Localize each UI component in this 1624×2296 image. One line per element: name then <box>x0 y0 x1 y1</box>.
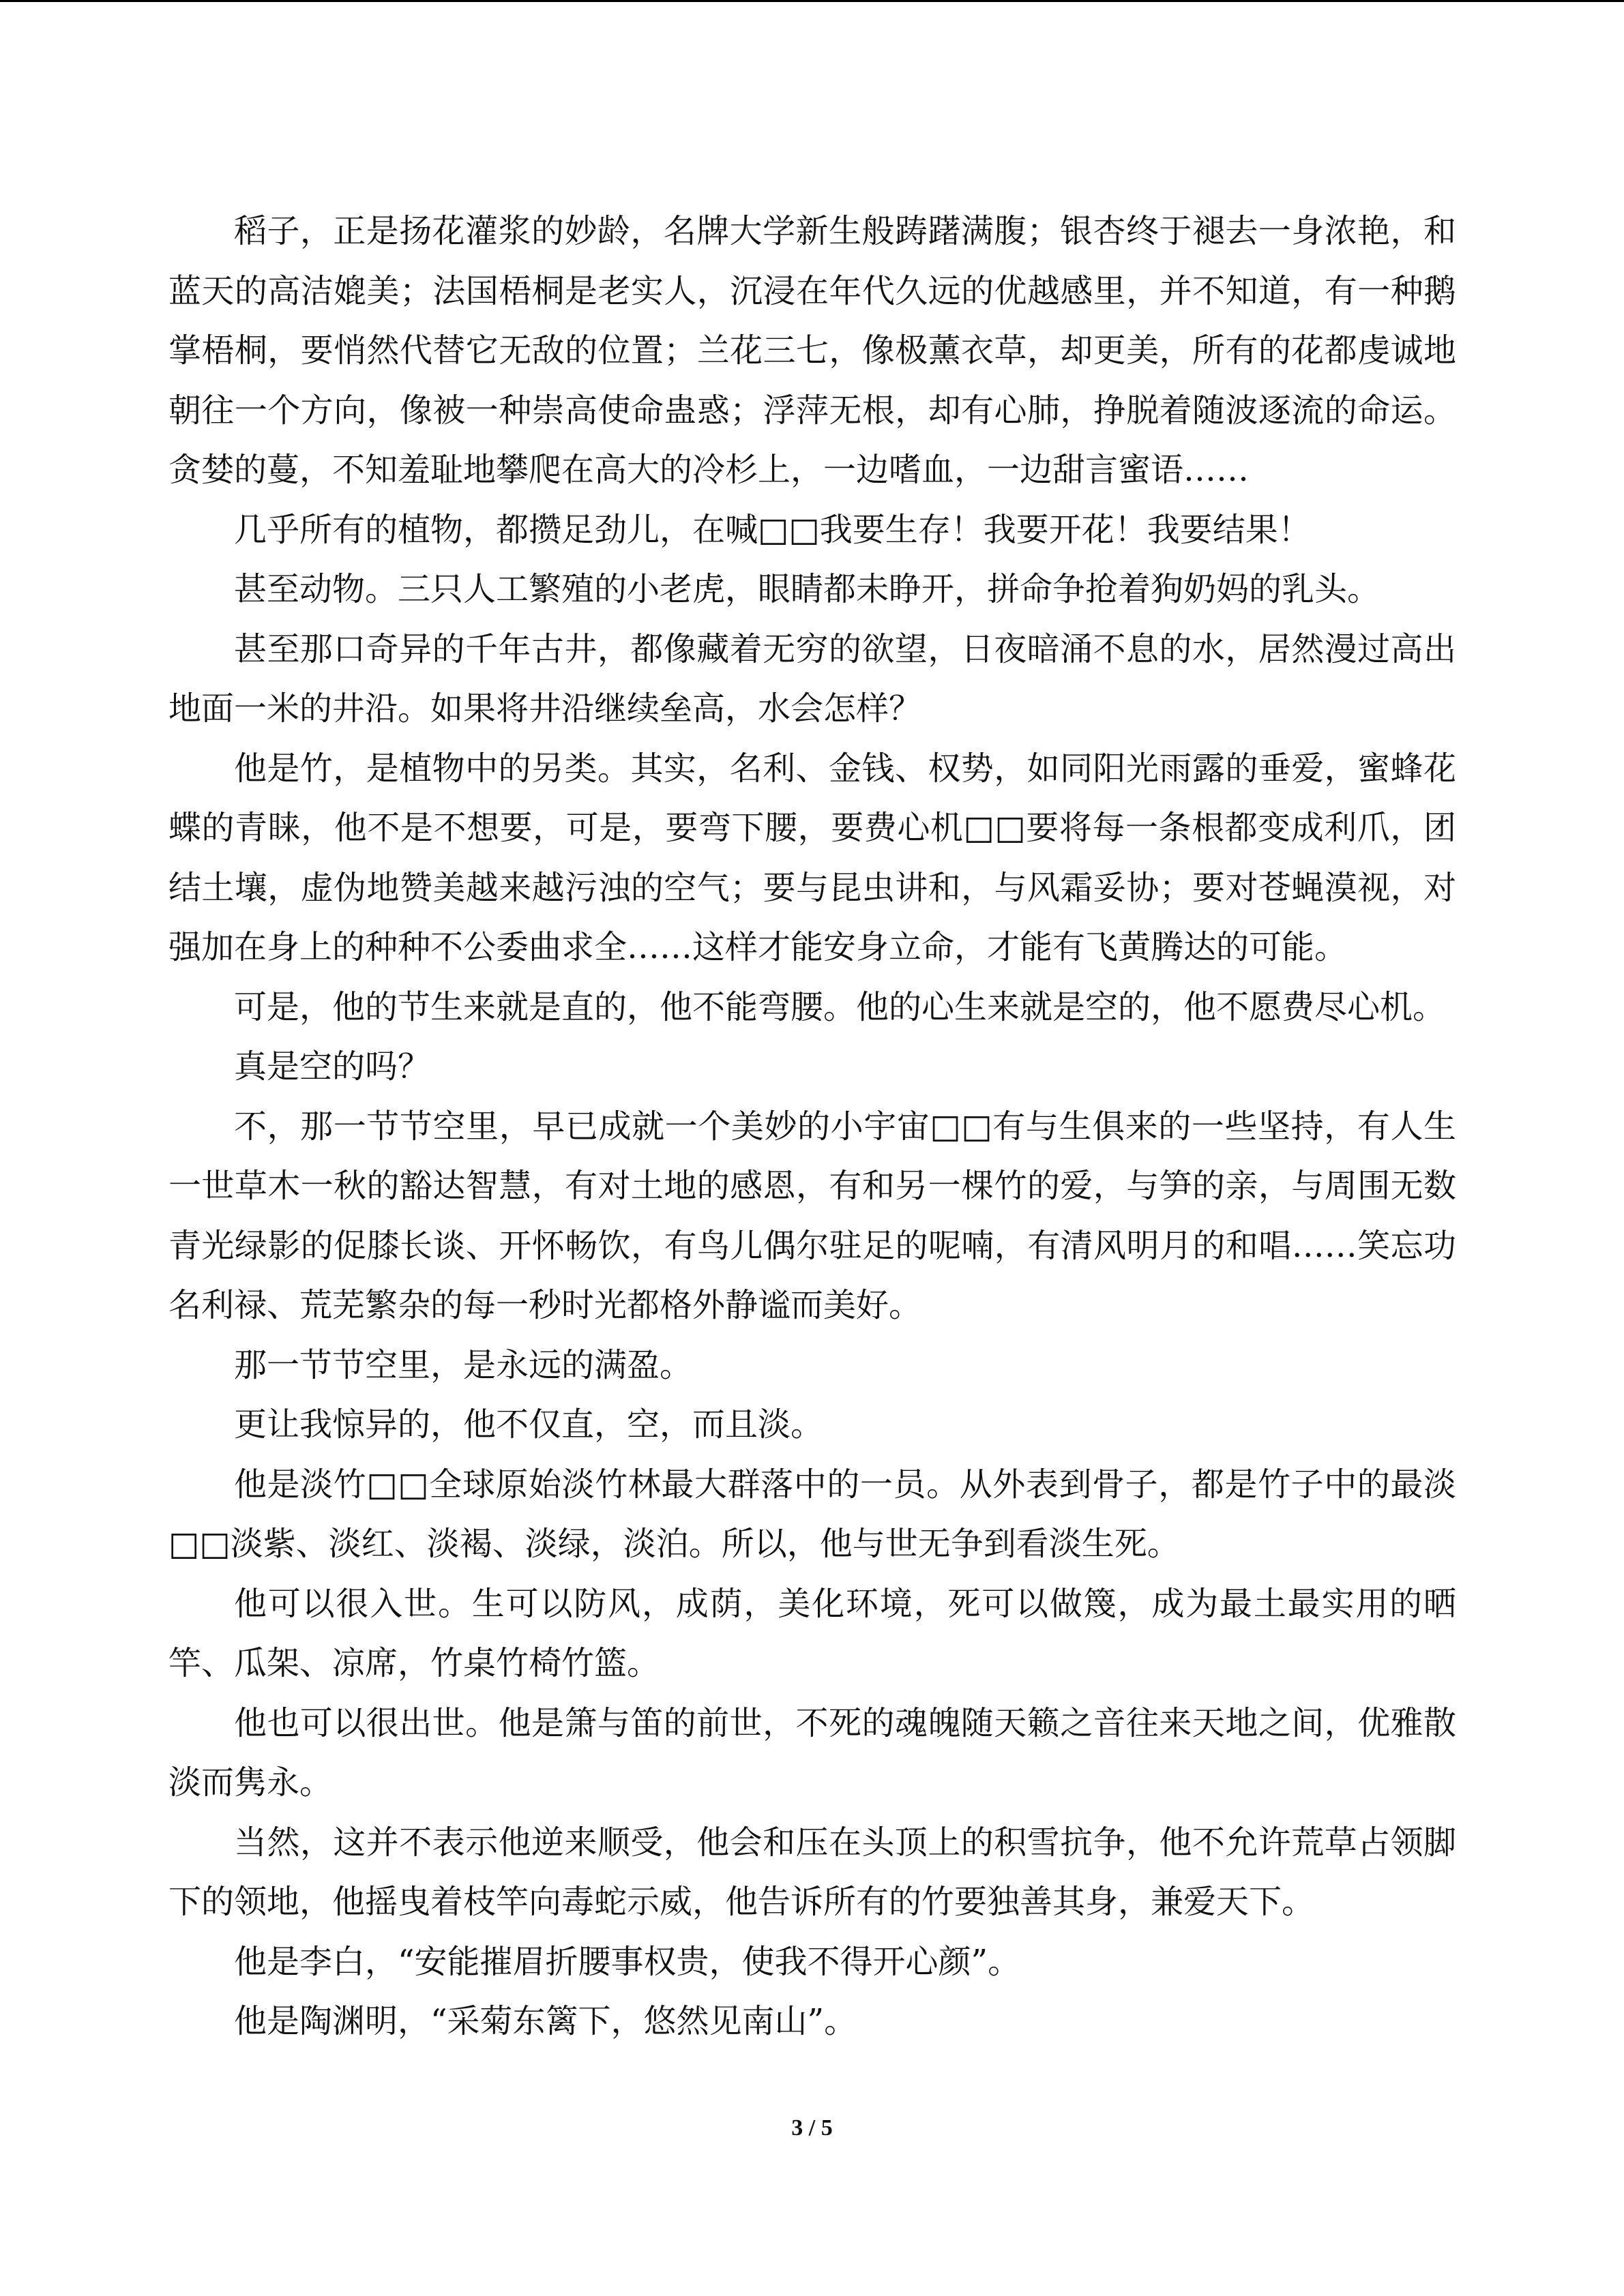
paragraph: 稻子，正是扬花灌浆的妙龄，名牌大学新生般踌躇满腹；银杏终于褪去一身浓艳，和蓝天的高洁媲美；法国梧桐是老实人，沉浸在年代久远的优越感里，并不知道，有一种鹅掌梧桐，要悄然代替它无敌的位置；兰花三七，像极薰衣草，却更美，所有的花都虔诚地朝往一个方向，像被一种崇高使命蛊惑；浮萍无根，却有心肺，挣脱着随波逐流的命运。贪婪的蔓，不知羞耻地攀爬在高大的冷杉上，一边嗜血，一边甜言蜜语…… <box>168 212 1456 489</box>
paragraph: 可是，他的节生来就是直的，他不能弯腰。他的心生来就是空的，他不愿费尽心机。 <box>234 987 1446 1026</box>
paragraph: 他可以很入世。生可以防风，成荫，美化环境，死可以做篾，成为最土最实用的晒竿、瓜架、凉席，竹桌竹椅竹篮。 <box>168 1584 1456 1682</box>
paragraph: 他是淡竹□□全球原始淡竹林最大群落中的一员。从外表到骨子，都是竹子中的最淡□□淡紫、淡红、淡褐、淡绿，淡泊。所以，他与世无争到看淡生死。 <box>168 1465 1456 1563</box>
paragraph: 不，那一节节空里，早已成就一个美妙的小宇宙□□有与生俱来的一些坚持，有人生一世草木一秋的豁达智慧，有对土地的感恩，有和另一棵竹的爱，与笋的亲，与周围无数青光绿影的促膝长谈、开怀畅饮，有鸟儿偶尔驻足的呢喃，有清风明月的和唱……笑忘功名利禄、荒芜繁杂的每一秒时光都格外静谧而美好。 <box>168 1107 1456 1324</box>
paragraph: 那一节节空里，是永远的满盈。 <box>234 1345 693 1384</box>
paragraph: 甚至动物。三只人工繁殖的小老虎，眼睛都未睁开，拼命争抢着狗奶妈的乳头。 <box>234 570 1381 608</box>
article-body <box>168 202 1456 2052</box>
paragraph: 更让我惊异的，他不仅直，空，而且淡。 <box>234 1405 824 1444</box>
page-number: 3 / 5 <box>791 2115 833 2141</box>
paragraph: 他是陶渊明，“采菊东篱下，悠然见南山”。 <box>234 2002 857 2040</box>
paragraph: 真是空的吗？ <box>234 1047 431 1086</box>
paragraph: 他也可以很出世。他是箫与笛的前世，不死的魂魄随天籁之音往来天地之间，优雅散淡而隽永。 <box>168 1703 1456 1802</box>
paragraph: 甚至那口奇异的千年古井，都像藏着无穷的欲望，日夜暗涌不息的水，居然漫过高出地面一米的井沿。如果将井沿继续垒高，水会怎样？ <box>168 629 1456 728</box>
paragraph: 他是竹，是植物中的另类。其实，名利、金钱、权势，如同阳光雨露的垂爱，蜜蜂花蝶的青睐，他不是不想要，可是，要弯下腰，要费心机□□要将每一条根都变成利爪，团结土壤，虚伪地赞美越来越污浊的空气；要与昆虫讲和，与风霜妥协；要对苍蝇漠视，对强加在身上的种种不公委曲求全……这样才能安身立命，才能有飞黄腾达的可能。 <box>168 749 1456 966</box>
top-border-line <box>0 0 1624 2</box>
paragraph: 当然，这并不表示他逆来顺受，他会和压在头顶上的积雪抗争，他不允许荒草占领脚下的领地，他摇曳着枝竿向毒蛇示威，他告诉所有的竹要独善其身，兼爱天下。 <box>168 1823 1456 1921</box>
paragraph: 几乎所有的植物，都攒足劲儿，在喊□□我要生存！我要开花！我要结果！ <box>234 510 1311 549</box>
paragraph: 他是李白，“安能摧眉折腰事权贵，使我不得开心颜”。 <box>234 1942 1021 1981</box>
